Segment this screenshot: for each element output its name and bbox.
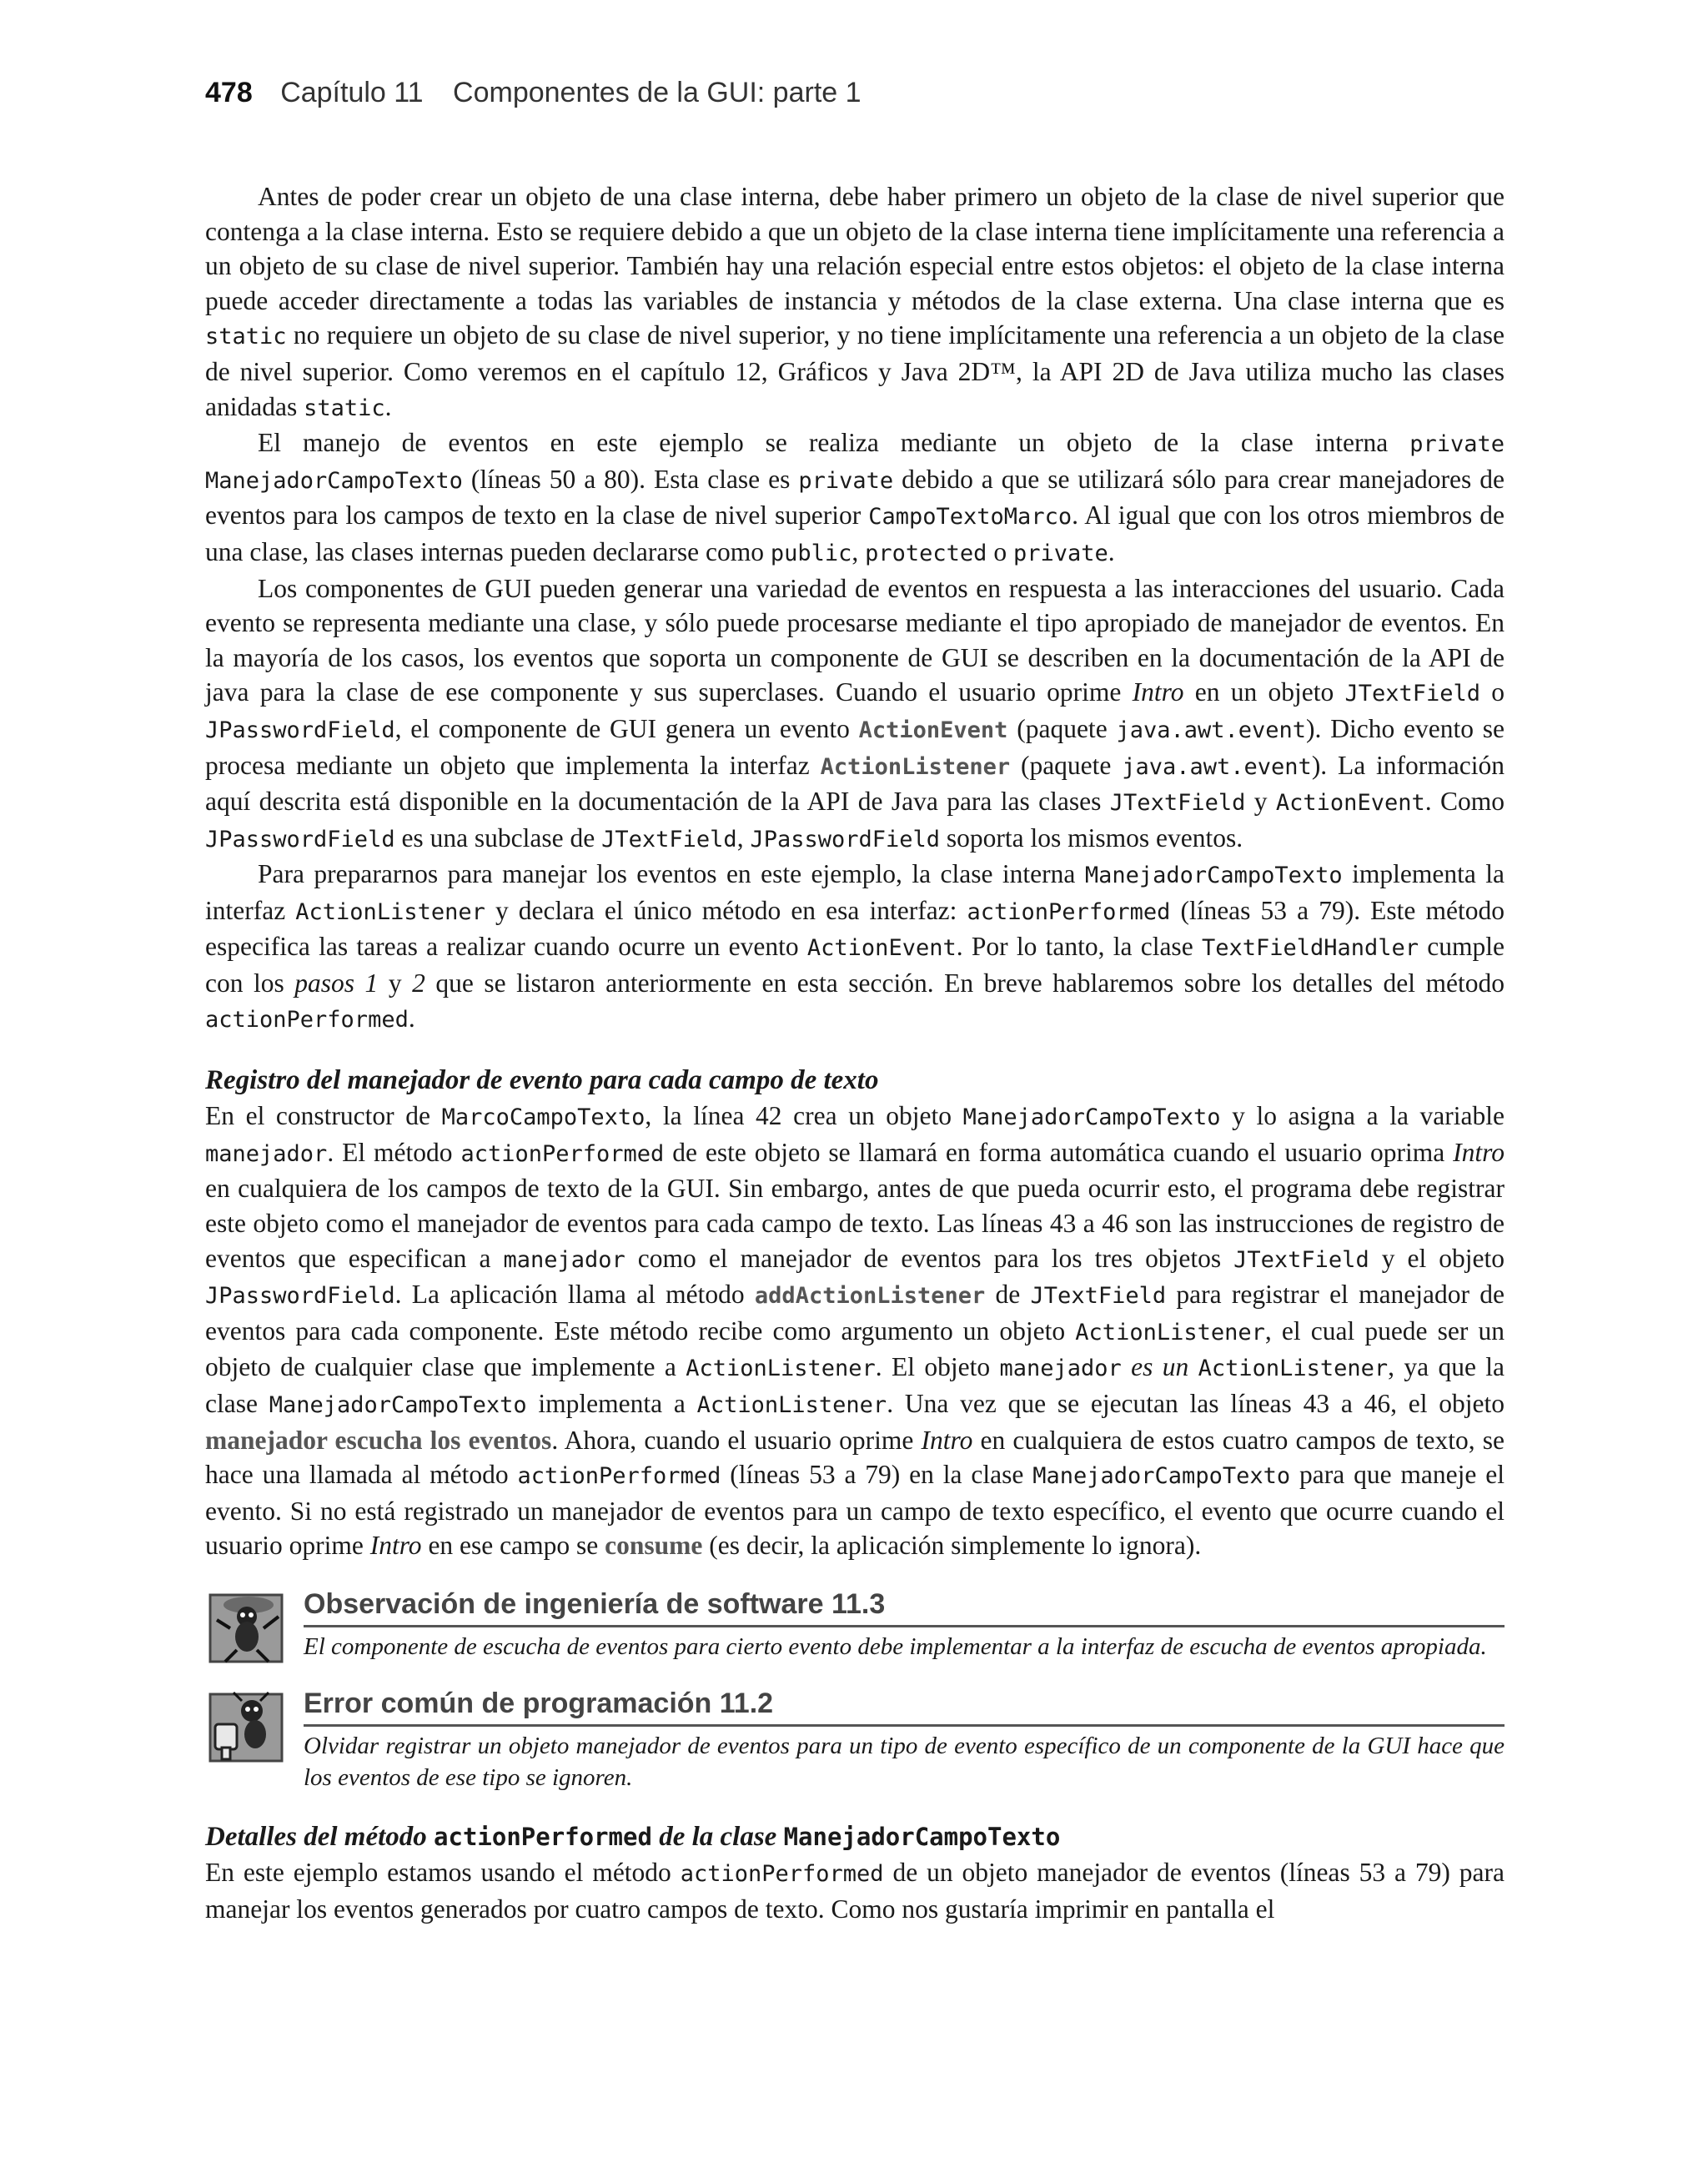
section-heading-registro: Registro del manejador de evento para cada campo de texto (205, 1065, 879, 1096)
running-header (205, 77, 1505, 127)
paragraph-3: Los componentes de GUI pueden generar una variedad de eventos en respuesta a las interacciones del usuario. Cada evento se representa mediante una clase, y sólo puede procesarse mediante el tipo apropiado de manejador de eventos. En la mayoría de los casos, los eventos que soporta un componente de GUI se describen en la documentación de la API de java para la clase de ese componente y sus superclases. Cuando el usuario oprime Intro en un objeto JTextField o JPasswordField, el componente de GUI genera un evento ActionEvent (paquete java.awt.event). Dicho evento se procesa mediante un objeto que implementa la interfaz ActionListener (paquete java.awt.event). La información aquí descrita está disponible en la documentación de la API de Java para las clases JTextField y ActionEvent. Como JPasswordField es una subclase de JTextField, JPasswordField soporta los mismos eventos. (205, 573, 1505, 853)
software-engineering-tip (205, 1587, 1505, 1662)
tip-title: Error común de programación 11.2 (304, 1686, 1505, 1727)
chapter-title: Componentes de la GUI: parte 1 (453, 77, 862, 108)
section-heading-detalles: Detalles del método actionPerformed de la clase ManejadorCampoTexto (205, 1821, 1061, 1852)
term-actionlistener: ActionListener (820, 753, 1011, 780)
book-page (205, 77, 1505, 1924)
paragraph-2: El manejo de eventos en este ejemplo se realiza mediante un objeto de la clase interna private ManejadorCampoTexto (líneas 50 a 80). Esta clase es private debido a que se utilizará sólo para crear manejadores de eventos para los campos de texto en la clase de nivel superior CampoTextoMarco. Al igual que con los otros miembros de una clase, las clases internas pueden declararse como public, protected o private. (205, 428, 1505, 566)
term-addactionlistener: addActionListener (754, 1283, 986, 1310)
tip-title: Observación de ingeniería de software 11.3 (304, 1587, 1505, 1627)
tip-text: El componente de escucha de eventos para cierto evento debe implementar a la interfaz de escucha de eventos apropiada. (304, 1632, 1487, 1660)
ant-thumbs-down-icon (205, 1686, 289, 1766)
term-manejador-escucha: manejador escucha los eventos (205, 1425, 552, 1455)
paragraph-6: En este ejemplo estamos usando el método actionPerformed de un objeto manejador de eventos (líneas 53 a 79) para manejar los eventos generados por cuatro campos de texto. Como nos gustaría imprimir en pantalla el (205, 1857, 1505, 1924)
paragraph-1: Antes de poder crear un objeto de una clase interna, debe haber primero un objeto de la clase de nivel superior que contenga a la clase interna. Esto se requiere debido a que un objeto de la clase interna tiene implícitamente una referencia a un objeto de su clase de nivel superior. También hay una relación especial entre estos objetos: el objeto de la clase interna puede acceder directamente a todas las variables de instancia y métodos de la clase externa. Una clase interna que es static no requiere un objeto de su clase de nivel superior, y no tiene implícitamente una referencia a un objeto de la clase de nivel superior. Como veremos en el capítulo 12, Gráficos y Java 2D™, la API 2D de Java utiliza mucho las clases anidadas static. (205, 182, 1505, 421)
paragraph-4: Para prepararnos para manejar los eventos en este ejemplo, la clase interna ManejadorCampoTexto implementa la interfaz ActionListener y declara el único método en esa interfaz: actionPerformed (líneas 53 a 79). Este método especifica las tareas a realizar cuando ocurre un evento ActionEvent. Por lo tanto, la clase TextFieldHandler cumple con los pasos 1 y 2 que se listaron anteriormente en esta sección. En breve hablaremos sobre los detalles del método actionPerformed. (205, 859, 1505, 1033)
chapter-label: Capítulo 11 (280, 77, 424, 108)
ant-engineer-icon (205, 1587, 289, 1667)
term-consume: consume (605, 1531, 703, 1561)
page-number: 478 (205, 77, 253, 108)
term-actionevent: ActionEvent (858, 717, 1008, 743)
paragraph-5: En el constructor de MarcoCampoTexto, la línea 42 crea un objeto ManejadorCampoTexto y lo asigna a la variable manejador. El método actionPerformed de este objeto se llamará en forma automática cuando el usuario oprima Intro en cualquiera de los campos de texto de la GUI. Sin embargo, antes de que pueda ocurrir esto, el programa debe registrar este objeto como el manejador de eventos para cada campo de texto. Las líneas 43 a 46 son las instrucciones de registro de eventos que especifican a manejador como el manejador de eventos para los tres objetos JTextField y el objeto JPasswordField. La aplicación llama al método addActionListener de JTextField para registrar el manejador de eventos para cada componente. Este método recibe como argumento un objeto ActionListener, el cual puede ser un objeto de cualquier clase que implemente a ActionListener. El objeto manejador es un ActionListener, ya que la clase ManejadorCampoTexto implementa a ActionListener. Una vez que se ejecutan las líneas 43 a 46, el objeto manejador escucha los eventos. Ahora, cuando el usuario oprime Intro en cualquiera de estos cuatro campos de texto, se hace una llamada al método actionPerformed (líneas 53 a 79) en la clase ManejadorCampoTexto para que maneje el evento. Si no está registrado un manejador de eventos para un campo de texto específico, el evento que ocurre cuando el usuario oprime Intro en ese campo se consume (es decir, la aplicación simplemente lo ignora). (205, 1101, 1505, 1561)
page-body (205, 179, 1505, 1926)
tip-text: Olvidar registrar un objeto manejador de eventos para un tipo de evento específico de un componente de la GUI hace que los eventos de ese tipo se ignoren. (304, 1732, 1505, 1791)
common-error-tip (205, 1686, 1505, 1793)
